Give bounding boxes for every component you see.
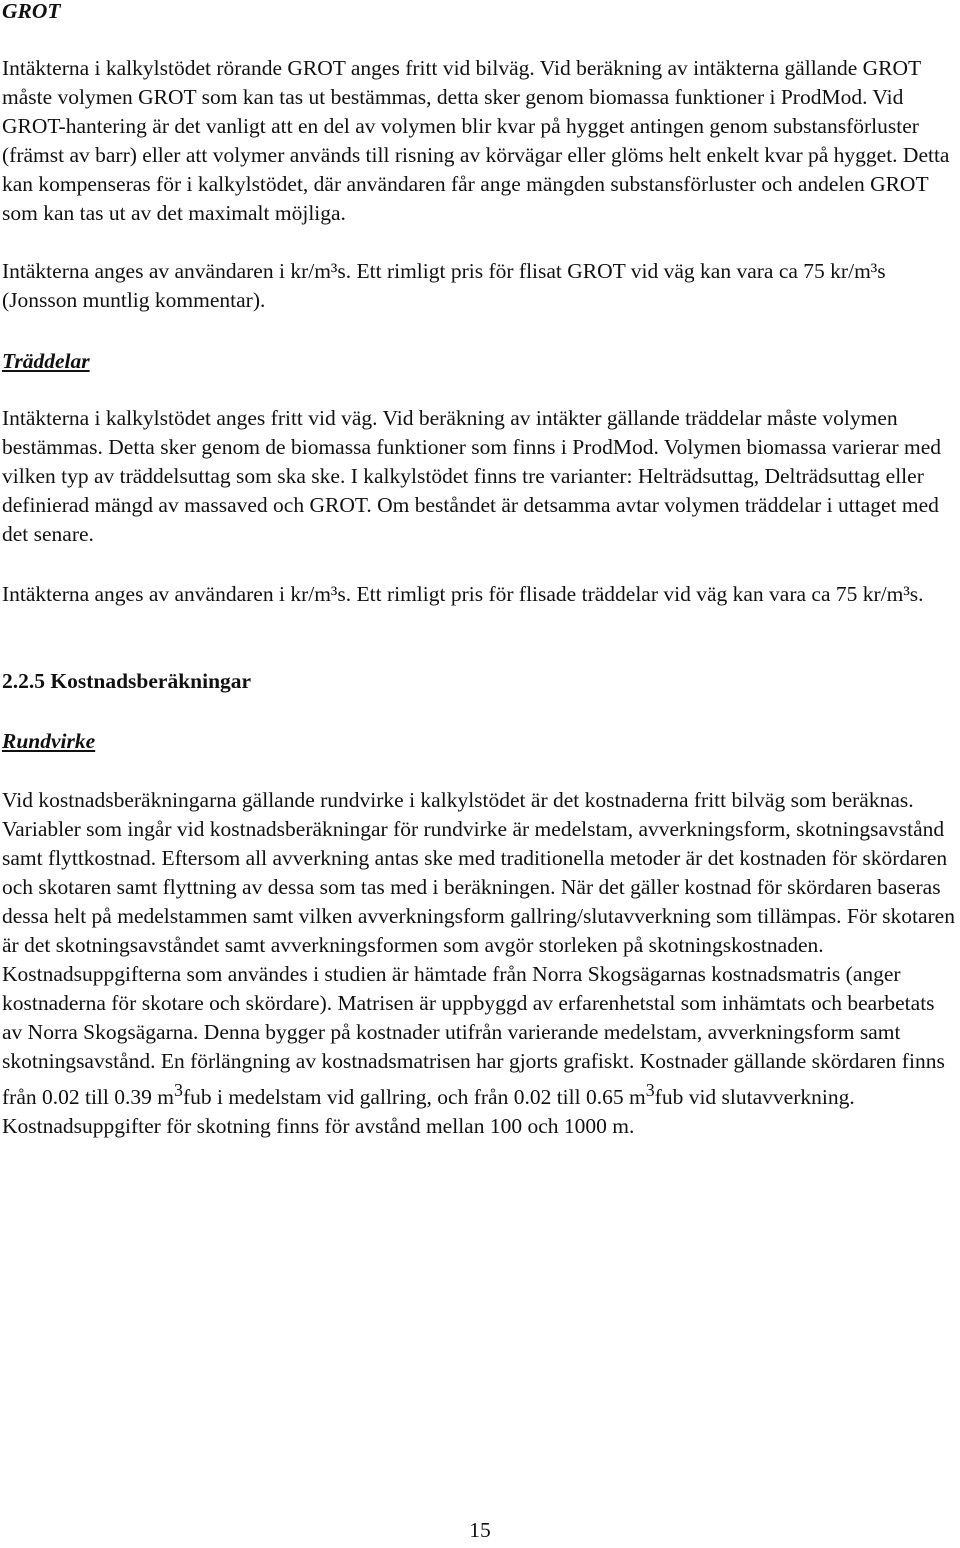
paragraph-grot-1: Intäkterna i kalkylstödet rörande GROT anges fritt vid bilväg. Vid beräkning av intäkterna gällande GROT måste volymen GROT som kan tas ut bestämmas, detta sker genom biomassa funktioner i ProdMod. Vid GROT-hantering är det vanligt att en del av volymen blir kvar på hygget antingen genom substansförluster (främst av barr) eller att volymer används till risning av körvägar eller glöms helt enkelt kvar på hygget. Detta kan kompenseras för i kalkylstödet, där användaren får ange mängden substansförluster och andelen GROT som kan tas ut av det maximalt möjliga. <box>2 56 950 225</box>
paragraph-rundvirke-part-1: Vid kostnadsberäkningarna gällande rundvirke i kalkylstödet är det kostnaderna fritt bilväg som beräknas. Variabler som ingår vid kostnadsberäkningar för rundvirke är medelstam, avverkningsform, skotningsavstånd samt flyttkostnad. Eftersom all avverkning antas ske med traditionella metoder är det kostnaden för skördaren och skotaren samt flyttning av dessa som tas med i beräkningen. När det gäller kostnad för skördaren baseras dessa helt på medelstammen samt vilken avverkningsform gallring/slutavverkning som tillämpas. För skotaren är det skotningsavståndet samt avverkningsformen som avgör storleken på skotningskostnaden. Kostnadsuppgifterna som användes i studien är hämtade från Norra Skogsägarnas kostnadsmatris (anger kostnaderna för skotare och skördare). Matrisen är uppbyggd av erfarenhetstal som inhämtats och bearbetats av Norra Skogsägarna. Denna bygger på kostnader utifrån varierande medelstam, avverkningsform samt skotningsavstånd. En förlängning av kostnadsmatrisen har gjorts grafiskt. Kostnader gällande skördaren finns från 0.02 till 0.39 m <box>2 788 955 1110</box>
heading-grot: GROT <box>2 0 61 23</box>
superscript-cubic-1: 3 <box>173 1080 183 1100</box>
paragraph-grot-2: Intäkterna anges av användaren i kr/m³s. Ett rimligt pris för flisat GROT vid väg kan vara ca 75 kr/m³s (Jonsson muntlig kommentar). <box>2 259 886 312</box>
paragraph-rundvirke <box>2 786 960 1141</box>
paragraph-rundvirke-part-2: fub i medelstam vid gallring, och från 0.02 till 0.65 m <box>182 1085 646 1110</box>
heading-kostnadsberakningar: 2.2.5 Kostnadsberäkningar <box>2 669 252 693</box>
heading-rundvirke: Rundvirke <box>2 729 96 753</box>
paragraph-traddelar-2: Intäkterna anges av användaren i kr/m³s. Ett rimligt pris för flisade träddelar vid väg kan vara ca 75 kr/m³s. <box>2 582 924 606</box>
paragraph-traddelar-1: Intäkterna i kalkylstödet anges fritt vid väg. Vid beräkning av intäkter gällande träddelar måste volymen bestämmas. Detta sker genom de biomassa funktioner som finns i ProdMod. Volymen biomassa varierar med vilken typ av träddelsuttag som ska ske. I kalkylstödet finns tre varianter: Helträdsuttag, Delträdsuttag eller definierad mängd av massaved och GROT. Om beståndet är detsamma avtar volymen träddelar i uttaget med det senare. <box>2 406 942 546</box>
superscript-cubic-2: 3 <box>645 1080 655 1100</box>
paragraph-rundvirke-part-3: fub vid slutavverkning. Kostnadsuppgifter för skotning finns för avstånd mellan 100 och 1000 m. <box>2 1085 855 1139</box>
heading-traddelar: Träddelar <box>2 349 90 373</box>
page-number: 15 <box>469 1518 491 1542</box>
